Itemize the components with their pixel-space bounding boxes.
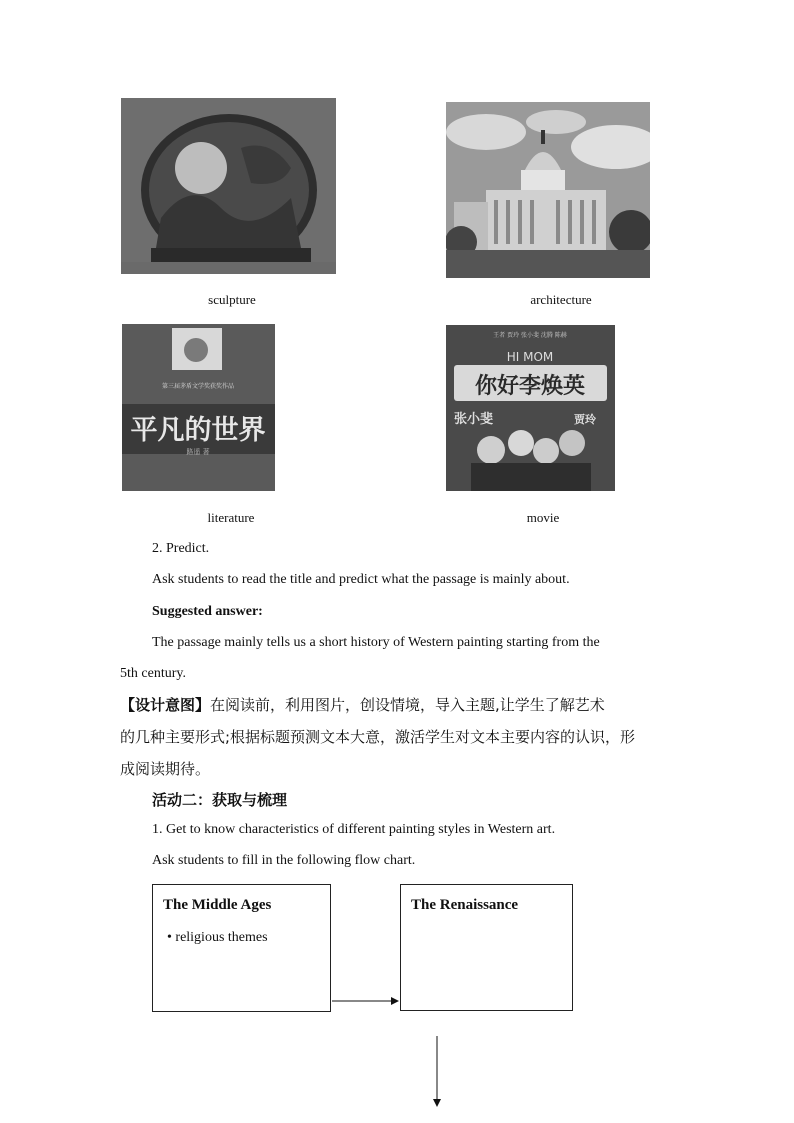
- design-intent-label: 【设计意图】: [120, 696, 211, 714]
- book-author: 路遥 著: [186, 448, 210, 456]
- poster-top-text: 王者 贾玲 张小斐 沈腾 陈赫: [493, 332, 567, 339]
- book-subtitle: 第三届茅盾文学奖获奖作品: [161, 383, 235, 390]
- movie-photo: [446, 325, 615, 491]
- flowchart-box-renaissance[interactable]: [400, 884, 573, 1011]
- answer-line-2: 5th century.: [120, 666, 186, 681]
- poster-director: 贾玲: [574, 413, 596, 426]
- book-cover-illustration: [122, 324, 275, 491]
- design-intent-text-1: 在阅读前，利用图片，创设情境，导入主题,让学生了解艺术: [210, 696, 605, 714]
- caption-literature: literature: [207, 510, 255, 525]
- activity2-instruction: Ask students to fill in the following flow chart.: [152, 853, 416, 868]
- architecture-illustration: [446, 102, 650, 278]
- design-intent-line-1: [120, 694, 605, 715]
- poster-actor: 张小斐: [454, 412, 494, 427]
- caption-architecture: architecture: [530, 292, 592, 307]
- poster-english-title: HI MOM: [506, 350, 554, 364]
- sculpture-photo: [121, 98, 336, 274]
- literature-photo: [122, 324, 275, 491]
- flowchart-box-middle-ages: [152, 884, 331, 1012]
- poster-title: 你好李焕英: [474, 374, 586, 399]
- predict-heading: 2. Predict.: [152, 541, 210, 556]
- movie-poster-illustration: [446, 325, 615, 491]
- book-title: 平凡的世界: [130, 415, 266, 446]
- sculpture-illustration: [121, 98, 336, 274]
- answer-line-1: The passage mainly tells us a short history of Western painting starting from the: [152, 635, 600, 650]
- caption-sculpture: sculpture: [208, 292, 256, 307]
- design-intent-line-3: 成阅读期待。: [120, 760, 211, 778]
- middle-ages-item: • religious themes: [167, 930, 268, 945]
- activity2-item1: 1. Get to know characteristics of different painting styles in Western art.: [152, 822, 556, 837]
- caption-movie: movie: [526, 510, 560, 525]
- architecture-photo: [446, 102, 650, 278]
- design-intent-line-2: 的几种主要形式;根据标题预测文本大意，激活学生对文本主要内容的认识，形: [120, 728, 636, 746]
- middle-ages-title: The Middle Ages: [163, 897, 272, 913]
- suggested-answer-label: Suggested answer:: [152, 604, 263, 619]
- renaissance-title: The Renaissance: [411, 897, 519, 913]
- activity2-heading: 活动二：获取与梳理: [152, 791, 288, 809]
- predict-instruction: Ask students to read the title and predict what the passage is mainly about.: [152, 572, 570, 587]
